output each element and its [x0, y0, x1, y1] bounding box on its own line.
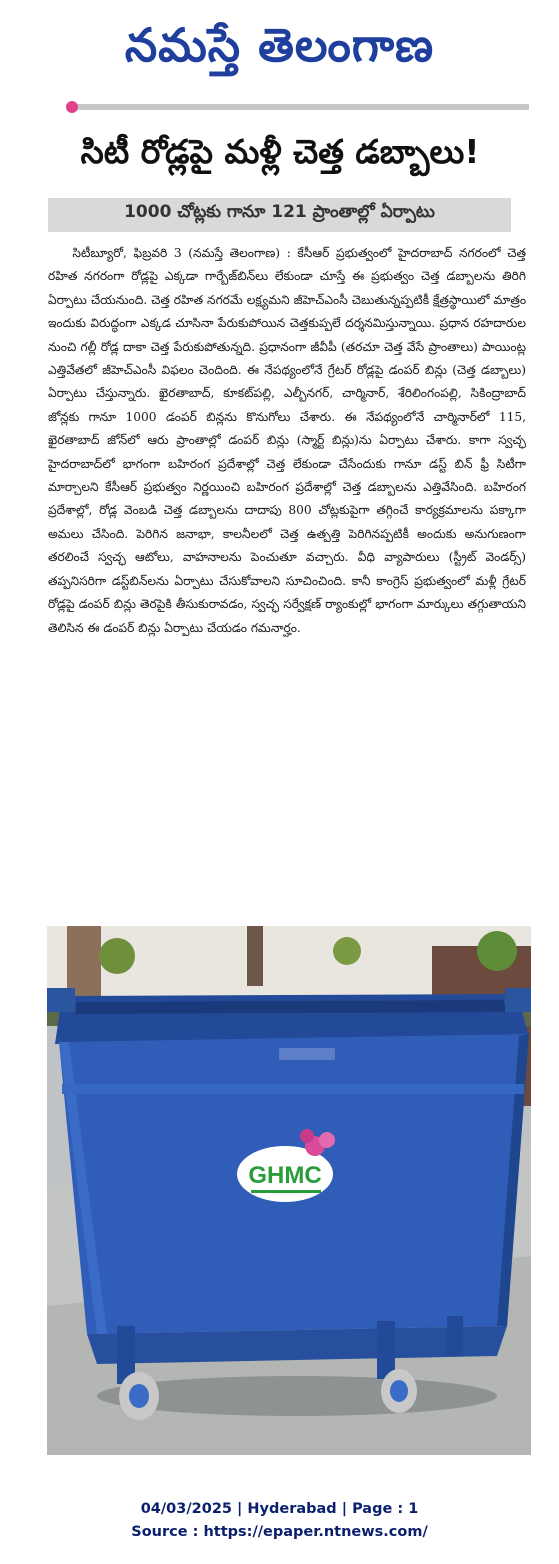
newspaper-masthead: [0, 6, 559, 96]
article-photo: [47, 926, 531, 1455]
footer-source: Source : https://epaper.ntnews.com/: [131, 1524, 428, 1540]
masthead-divider: [70, 104, 529, 110]
page-footer: [0, 1498, 559, 1544]
dumpster-bin-photo: [47, 926, 531, 1455]
article-headline: సిటీ రోడ్లపై మళ్లీ చెత్త డబ్బాలు!: [80, 132, 480, 171]
article-body: [48, 242, 526, 640]
masthead-title: నమస్తే తెలంగాణ: [124, 18, 435, 72]
footer-dateline: 04/03/2025 | Hyderabad | Page : 1: [140, 1501, 419, 1517]
masthead-divider-dot: [66, 101, 78, 113]
ghmc-logo-text: GHMC: [248, 1162, 322, 1189]
article-body-paragraph: సిటీబ్యూరో, ఫిబ్రవరి 3 (నమస్తే తెలంగాణ) : కేసీఆర్ ప్రభుత్వంలో హైదరాబాద్ నగరంలో చెత్త రహిత నగరంగా రోడ్లపై ఎక్కడా గార్బేజ్‌బిన్‌లు లేకుండా చూస్తే ఈ ప్రభుత్వం చెత్త డబ్బాలను తిరిగి ఏర్పాటు చేయనుంది. చెత్త రహిత నగరమే లక్ష్యమని జీహెచ్ఎంసీ చెబుతున్నప్పటికీ క్షేత్రస్థాయిలో మాత్రం ఇందుకు విరుద్ధంగా ఎక్కడ చూసినా పేరుకుపోయిన చెత్తకుప్పలే దర్శనమిస్తున్నాయి. ప్రధాన రహదారుల నుంచి గల్లీ రోడ్ల దాకా చెత్త పేరుకుపోతున్నది. ప్రధానంగా జీవీపీ (తరచూ చెత్త వేసే ప్రాంతాలు) పాయింట్ల ఎత్తివేతలో జీహెచ్ఎంసీ విఫలం చెందింది. ఈ నేపథ్యంలోనే గ్రేటర్ రోడ్లపై డంపర్ బిన్లు (చెత్త డబ్బాలు) ఏర్పాటు చేస్తున్నారు. ఖైరతాబాద్, కూకట్‌పల్లి, ఎల్బీనగర్, చార్మినార్, శేరిలింగంపల్లి, సికింద్రాబాద్ జోన్లకు గానూ 1000 డంపర్ బిన్లను కొనుగోలు చేశారు. ఈ నేపథ్యంలోనే చార్మినార్‌లో 115, ఖైరతాబాద్ జోన్‌లో ఆరు ప్రాంతాల్లో డంపర్ బిన్లు (స్మార్ట్ బిన్లు)ను ఏర్పాటు చేశారు. కాగా స్వచ్ఛ హైదరాబాద్‌లో భాగంగా బహిరంగ ప్రదేశాల్లో చెత్త లేకుండా చేసేందుకు గానూ డస్ట్ బిన్ ఫ్రీ సిటీగా మార్చాలని కేసీఆర్ ప్రభుత్వం నిర్ణయించి బహిరంగ ప్రదేశాల్లో చెత్త డబ్బాలను ఎత్తివేసింది. బహిరంగ ప్రదేశాల్లో, రోడ్ల వెంబడి చెత్త డబ్బాలను దాదాపు 800 చోట్లకుపైగా తగ్గించే కార్యక్రమాలను పక్కాగా అమలు చేసింది. పెరిగిన జనాభా, కాలనీలలో చెత్త ఉత్పత్తి పెరిగినప్పటికీ అందుకు అనుగుణంగా తరలించే స్వచ్ఛ ఆటోలు, వాహనాలను పెంచుతూ వచ్చారు. వీధి వ్యాపారులు (స్ట్రీట్ వెండర్స్) తప్పనిసరిగా డస్ట్‌బిన్‌లను ఏర్పాటు చేసుకోవాలని సూచించింది. కానీ కాంగ్రెస్ ప్రభుత్వంలో మళ్లీ గ్రేటర్ రోడ్లపై డంపర్ బిన్లు తెరపైకి తీసుకురావడం, స్వచ్ఛ సర్వేక్షణ్ ర్యాంకుల్లో భాగంగా మార్కులు తగ్గుతాయని తెలిసిన ఈ డంపర్ బిన్లు ఏర్పాటు చేయడం గమనార్హం.: [48, 246, 526, 635]
article-subheadline: 1000 చోట్లకు గానూ 121 ప్రాంతాల్లో ఏర్పాటు: [124, 202, 435, 222]
